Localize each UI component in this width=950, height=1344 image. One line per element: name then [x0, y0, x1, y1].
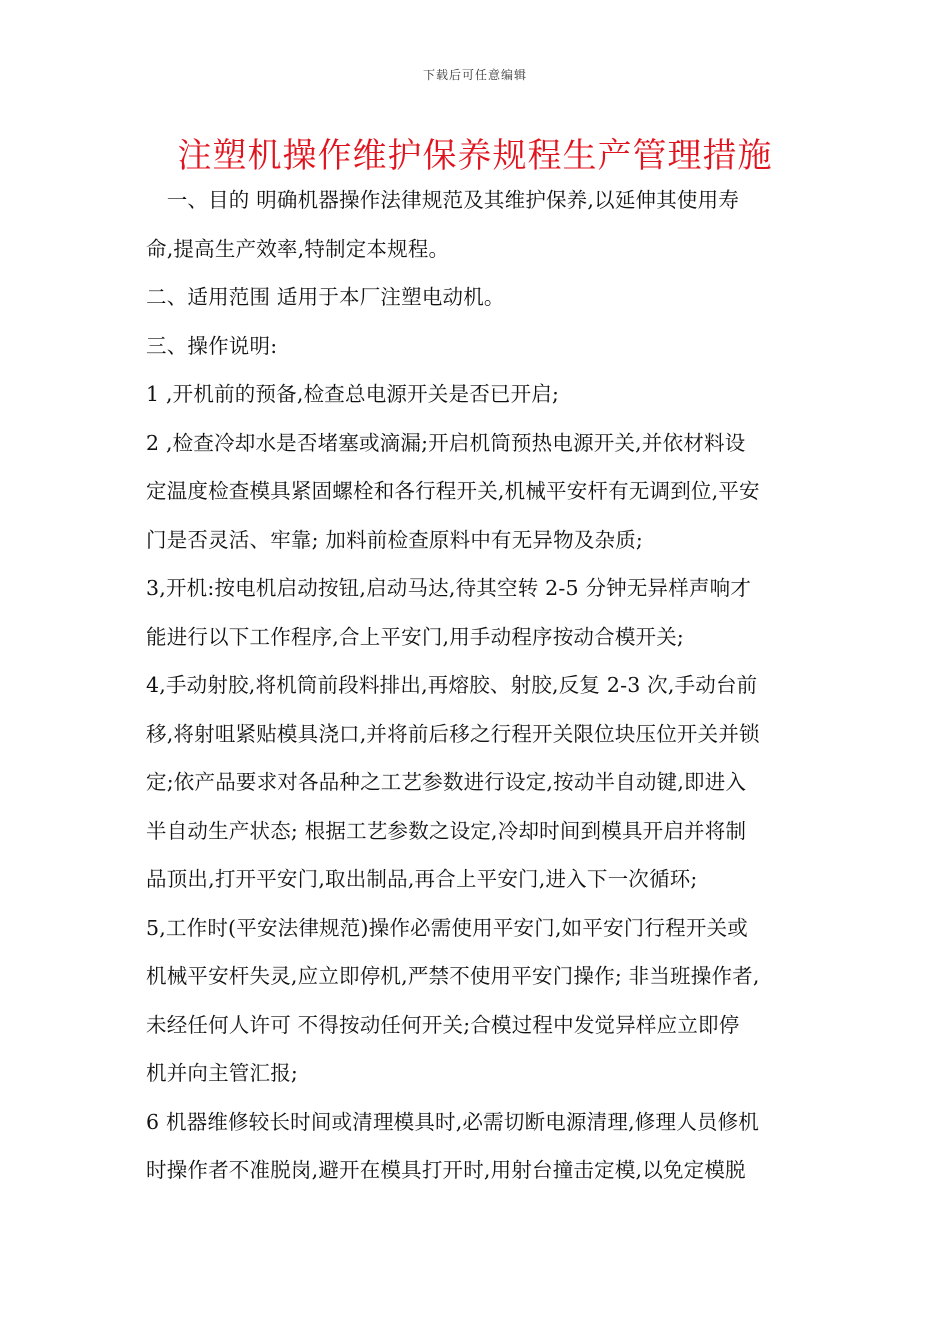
body-line: 半自动生产状态; 根据工艺参数之设定,冷却时间到模具开启并将制	[146, 818, 747, 843]
body-line: 机并向主管汇报;	[146, 1061, 299, 1085]
body-line: 1 ,开机前的预备,检查总电源开关是否已开启;	[146, 382, 560, 406]
body-line: 移,将射咀紧贴模具浇口,并将前后移之行程开关限位块压位开关并锁	[146, 721, 760, 746]
body-line: 2 ,检查冷却水是否堵塞或滴漏;开启机筒预热电源开关,并依材料设	[146, 430, 746, 455]
document-title: 注塑机操作维护保养规程生产管理措施	[177, 136, 773, 176]
body-line: 一、目的 明确机器操作法律规范及其维护保养,以延伸其使用寿	[146, 188, 740, 212]
body-line: 3,开机:按电机启动按钮,启动马达,待其空转 2-5 分钟无异样声响才	[146, 576, 752, 600]
page-header: 下载后可任意编辑	[422, 68, 527, 82]
body-line: 6 机器维修较长时间或清理模具时,必需切断电源清理,修理人员修机	[146, 1109, 759, 1134]
body-line: 定;依产品要求对各品种之工艺参数进行设定,按动半自动键,即进入	[146, 770, 747, 794]
body-line: 品顶出,打开平安门,取出制品,再合上平安门,进入下一次循环;	[146, 867, 698, 891]
body-line: 门是否灵活、牢靠; 加料前检查原料中有无异物及杂质;	[146, 527, 644, 552]
body-line: 定温度检查模具紧固螺栓和各行程开关,机械平安杆有无调到位,平安	[146, 479, 760, 503]
body-line: 命,提高生产效率,特制定本规程。	[146, 236, 450, 261]
body-line: 能进行以下工作程序,合上平安门,用手动程序按动合模开关;	[146, 624, 685, 649]
body-line: 4,手动射胶,将机筒前段料排出,再熔胶、射胶,反复 2-3 次,手动台前	[146, 673, 758, 697]
body-line: 时操作者不准脱岗,避开在模具打开时,用射台撞击定模,以免定模脱	[146, 1158, 746, 1182]
body-line: 三、操作说明:	[146, 333, 278, 358]
body-line: 未经任何人许可 不得按动任何开关;合模过程中发觉异样应立即停	[146, 1012, 740, 1037]
body-line: 机械平安杆失灵,应立即停机,严禁不使用平安门操作; 非当班操作者,	[146, 964, 760, 988]
body-line: 5,工作时(平安法律规范)操作必需使用平安门,如平安门行程开关或	[146, 915, 748, 940]
body-line: 二、适用范围 适用于本厂注塑电动机。	[146, 285, 505, 309]
